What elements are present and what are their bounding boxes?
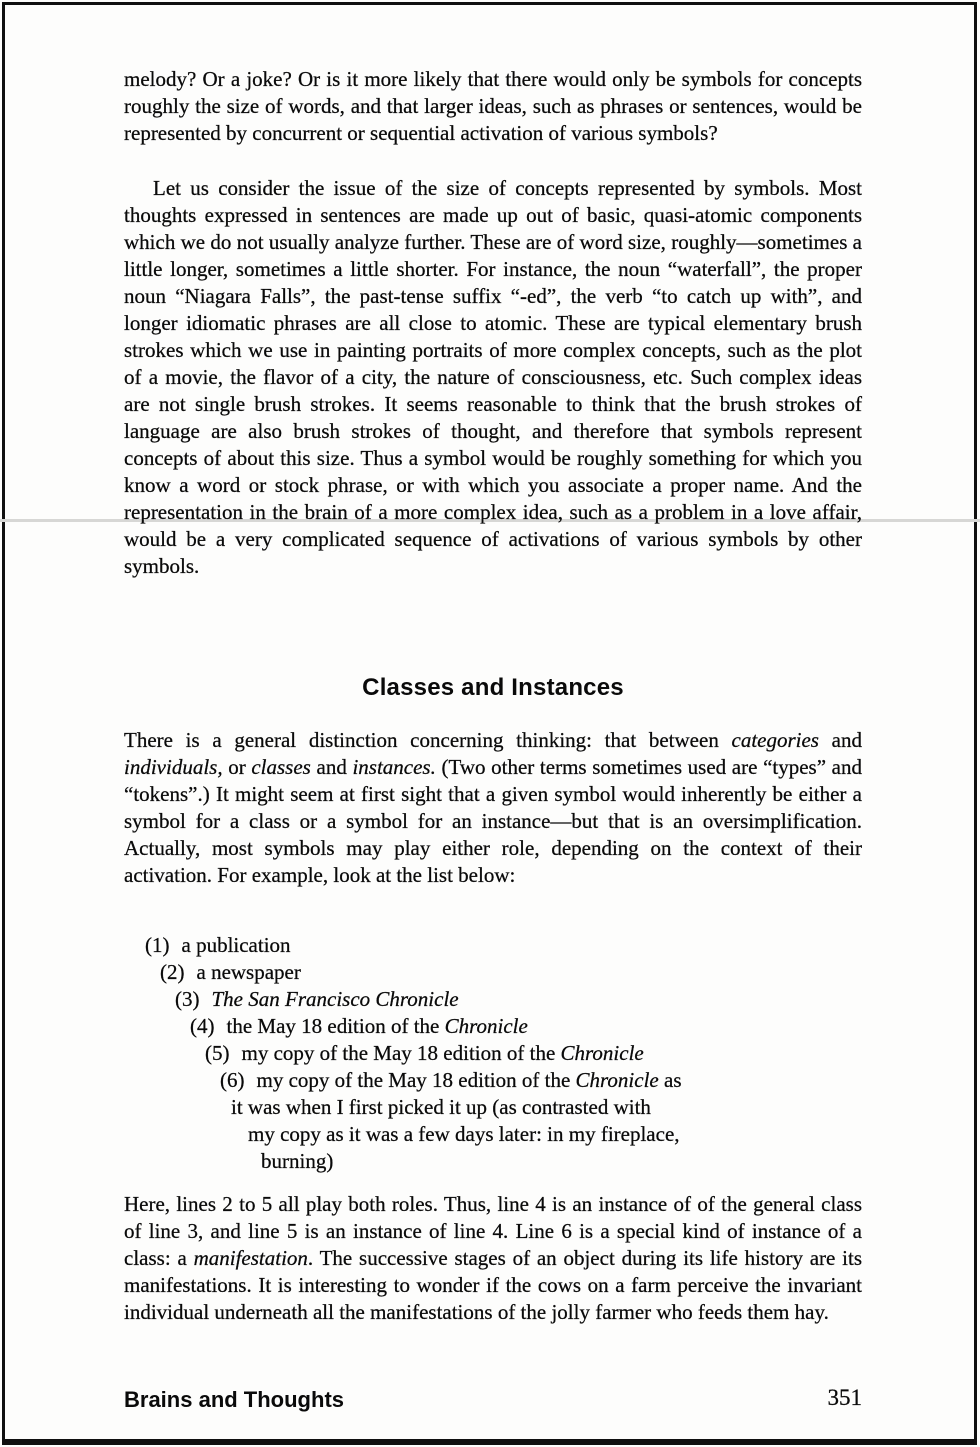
list-item-number: (6) bbox=[220, 1068, 245, 1092]
list-item bbox=[124, 1013, 862, 1040]
list-item-continuation bbox=[124, 1094, 862, 1121]
paragraph-concept-size: Let us consider the issue of the size of concepts represented by symbols. Most thoughts expressed in sentences are made up out of basic, quasi-atomic components which we do not usually analyze further. These are of word size, roughly—sometimes a little longer, sometimes a little shorter. For instance, the noun “waterfall”, the proper noun “Niagara Falls”, the past-tense suffix “-ed”, the verb “to catch up with”, and longer idiomatic phrases are all close to atomic. These are typical elementary brush strokes which we use in painting portraits of more complex concepts, such as the plot of a movie, the flavor of a city, the nature of consciousness, etc. Such complex ideas are not single brush strokes. It seems reasonable to think that the brush strokes of language are also brush strokes of thought, and therefore that symbols represent concepts of about this size. Thus a symbol would be roughly something for which you know a word or stock phrase, or with which you associate a proper name. And the representation in the brain of a more complex idea, such as a problem in a love affair, would be a very complicated sequence of activations of various symbols by other symbols. bbox=[124, 176, 862, 578]
paragraph-manifestation: Here, lines 2 to 5 all play both roles. Thus, line 4 is an instance of of the general class of line 3, and line 5 is an instance of line 4. Line 6 is a special kind of instance of a class: a manifestation. The successive stages of an object during its life history are its manifestations. It is interesting to wonder if the cows on a farm perceive the invariant individual underneath all the manifestations of the jolly farmer who feeds them hay. bbox=[124, 1192, 863, 1324]
numbered-example-list bbox=[124, 932, 862, 1175]
list-item-text: burning) bbox=[261, 1149, 334, 1173]
list-item-continuation bbox=[124, 1148, 862, 1175]
list-item bbox=[124, 932, 862, 959]
list-item-number: (4) bbox=[190, 1014, 215, 1038]
paragraph-symbols-question: melody? Or a joke? Or is it more likely that there would only be symbols for concepts roughly the size of words, and that larger ideas, such as phrases or sentences, would be represented by concurrent or sequential activation of various symbols? bbox=[124, 67, 862, 145]
list-item-number: (2) bbox=[160, 960, 185, 984]
paragraph-classes-intro: There is a general distinction concerning thinking: that between categories and individuals, or classes and instances. (Two other terms sometimes used are “types” and “tokens”.) It might seem at first sight that a given symbol would inherently be either a symbol for a class or a symbol for an instance—but that is an oversimplification. Actually, most symbols may play either role, depending on the context of their activation. For example, look at the list below: bbox=[124, 728, 862, 887]
list-item-text: a newspaper bbox=[196, 960, 301, 984]
list-item bbox=[124, 1067, 862, 1094]
list-item bbox=[124, 959, 862, 986]
list-item bbox=[124, 986, 862, 1013]
footer-chapter-title: Brains and Thoughts bbox=[124, 1387, 344, 1412]
list-item-text: my copy of the May 18 edition of the Chronicle as bbox=[256, 1068, 682, 1092]
list-item-text: The San Francisco Chronicle bbox=[211, 987, 459, 1011]
list-item-number: (5) bbox=[205, 1041, 230, 1065]
list-item bbox=[124, 1040, 862, 1067]
list-item-text: it was when I first picked it up (as contrasted with bbox=[231, 1095, 651, 1119]
list-item-number: (3) bbox=[175, 987, 200, 1011]
list-item-text: my copy as it was a few days later: in my fireplace, bbox=[248, 1122, 680, 1146]
section-heading: Classes and Instances bbox=[362, 674, 624, 701]
list-item-text: my copy of the May 18 edition of the Chronicle bbox=[241, 1041, 644, 1065]
list-item-text: the May 18 edition of the Chronicle bbox=[226, 1014, 528, 1038]
list-item-text: a publication bbox=[181, 933, 291, 957]
page-number: 351 bbox=[827, 1385, 862, 1410]
list-item-continuation bbox=[124, 1121, 862, 1148]
list-item-number: (1) bbox=[145, 933, 170, 957]
